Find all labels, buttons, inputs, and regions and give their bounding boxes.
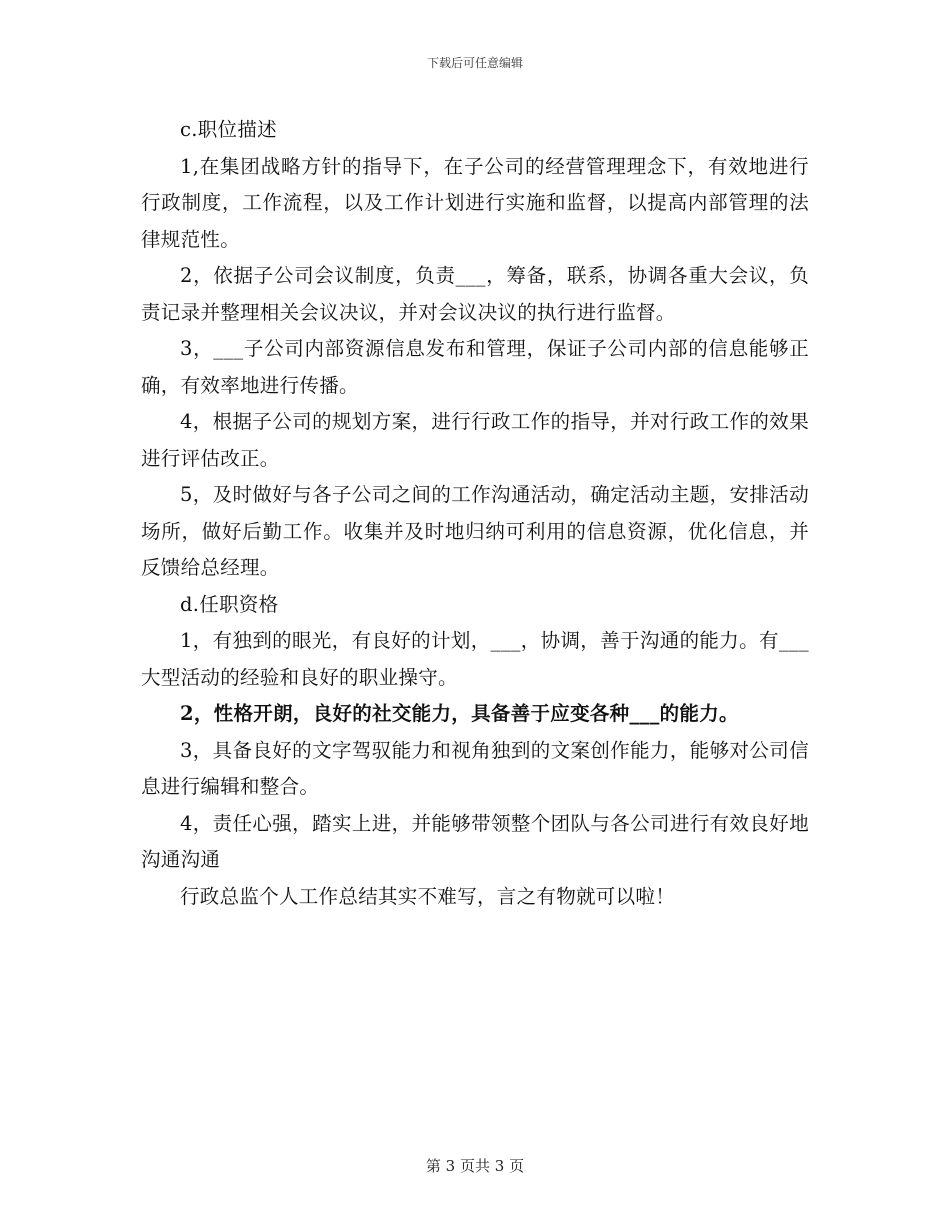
section-heading-qualifications: d.任职资格 <box>180 592 279 616</box>
document-body <box>141 112 809 915</box>
duty-item-4: 4，根据子公司的规划方案，进行行政工作的指导，并对行政工作的效果进行评估改正。 <box>141 410 809 470</box>
page-number: 第 3 页共 3 页 <box>425 1157 525 1175</box>
duty-item-3: 3，___子公司内部资源信息发布和管理，保证子公司内部的信息能够正确，有效率地进行传播。 <box>141 337 809 397</box>
duty-item-2: 2，依据子公司会议制度，负责___，筹备，联系，协调各重大会议，负责记录并整理相关会议决议，并对会议决议的执行进行监督。 <box>141 264 809 324</box>
qualification-item-2: 2，性格开朗，良好的社交能力，具备善于应变各种___的能力。 <box>180 702 739 725</box>
qualification-item-3: 3，具备良好的文字驾驭能力和视角独到的文案创作能力，能够对公司信息进行编辑和整合。 <box>141 738 809 798</box>
duty-item-5: 5，及时做好与各子公司之间的工作沟通活动，确定活动主题，安排活动场所，做好后勤工作。收集并及时地归纳可利用的信息资源，优化信息，并反馈给总经理。 <box>141 483 809 579</box>
qualification-item-1: 1，有独到的眼光，有良好的计划，___，协调，善于沟通的能力。有___大型活动的经验和良好的职业操守。 <box>141 629 809 689</box>
section-heading-job-description: c.职位描述 <box>180 118 277 141</box>
duty-item-1: 1,在集团战略方针的指导下，在子公司的经营管理理念下，有效地进行行政制度，工作流程，以及工作计划进行实施和监督，以提高内部管理的法律规范性。 <box>141 154 809 251</box>
closing-remark: 行政总监个人工作总结其实不难写，言之有物就可以啦！ <box>180 884 676 908</box>
page-header-note: 下载后可任意编辑 <box>426 56 523 70</box>
qualification-item-4: 4，责任心强，踏实上进，并能够带领整个团队与各公司进行有效良好地沟通沟通 <box>141 811 809 871</box>
